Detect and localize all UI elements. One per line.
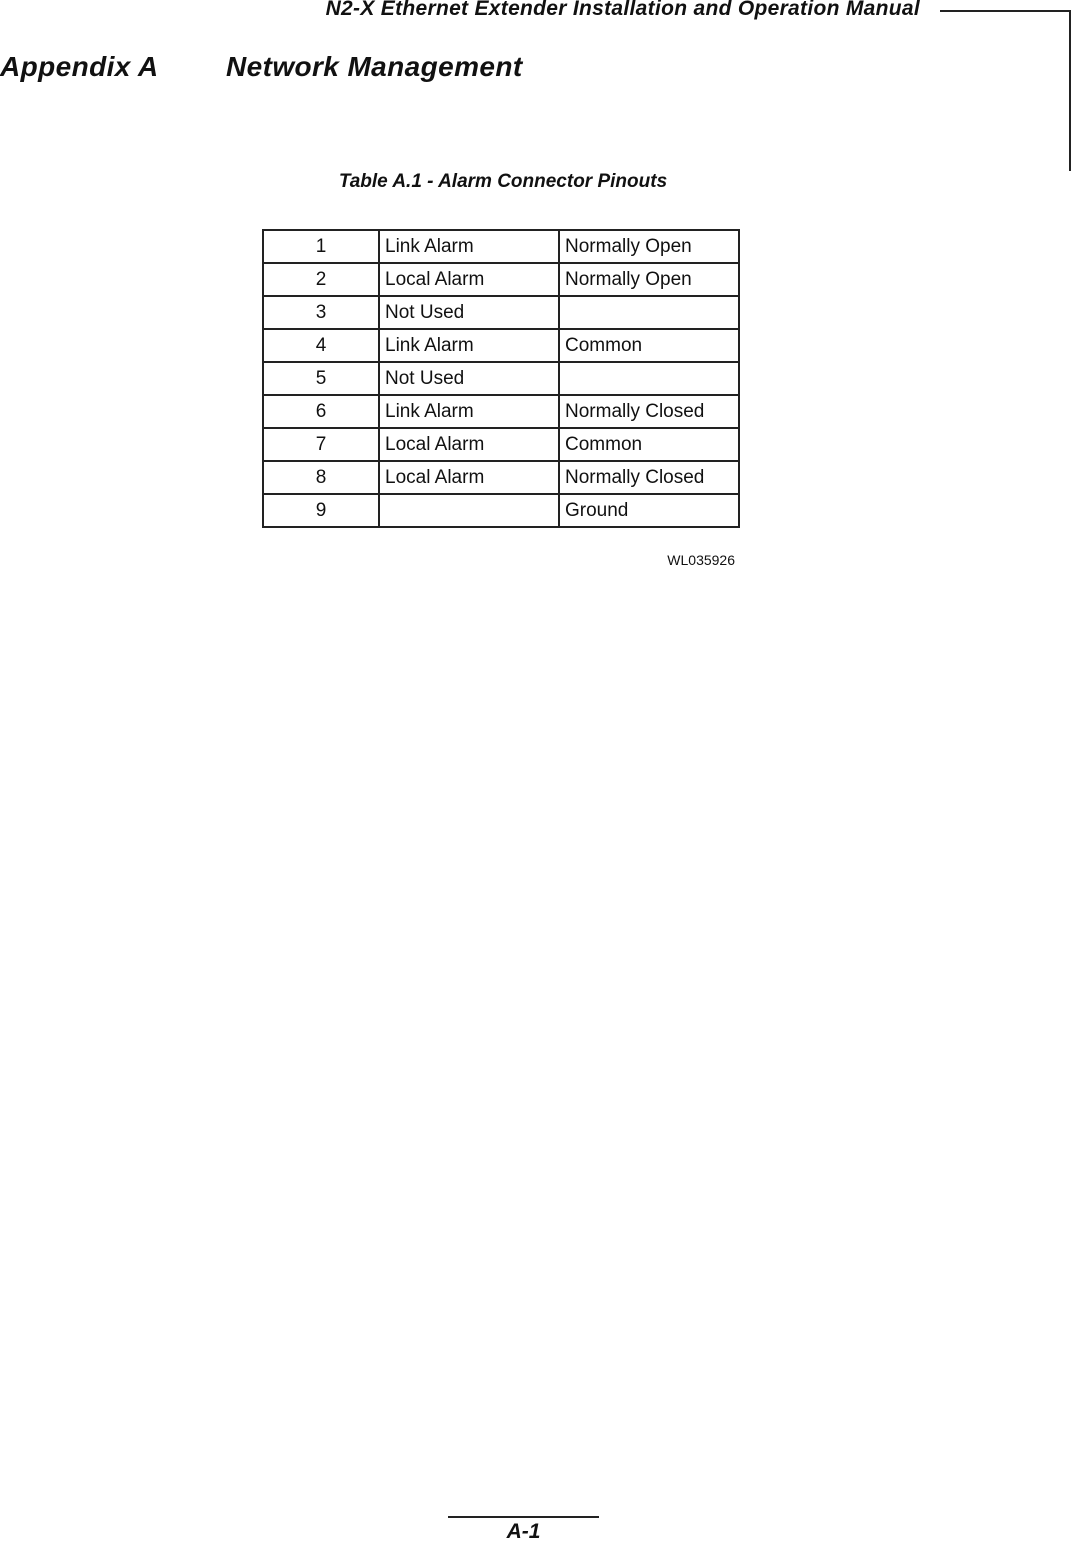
figure-id: WL035926 bbox=[667, 552, 735, 568]
table-row bbox=[263, 395, 739, 428]
signal-cell: Local Alarm bbox=[379, 428, 559, 461]
contact-state-cell bbox=[559, 362, 739, 395]
appendix-title: Network Management bbox=[226, 51, 523, 82]
signal-cell bbox=[379, 494, 559, 527]
appendix-number: Appendix A bbox=[0, 51, 159, 82]
pin-number-cell: 2 bbox=[263, 263, 379, 296]
signal-cell: Local Alarm bbox=[379, 263, 559, 296]
table-row bbox=[263, 461, 739, 494]
contact-state-cell: Common bbox=[559, 428, 739, 461]
pin-number-cell: 8 bbox=[263, 461, 379, 494]
appendix-heading bbox=[0, 51, 523, 83]
pin-number-cell: 4 bbox=[263, 329, 379, 362]
header-rule bbox=[940, 10, 1070, 12]
contact-state-cell: Normally Closed bbox=[559, 395, 739, 428]
table-row bbox=[263, 230, 739, 263]
contact-state-cell: Normally Open bbox=[559, 263, 739, 296]
contact-state-cell: Ground bbox=[559, 494, 739, 527]
contact-state-cell: Normally Closed bbox=[559, 461, 739, 494]
page-number: A-1 bbox=[506, 1520, 541, 1543]
table-row bbox=[263, 362, 739, 395]
pin-number-cell: 9 bbox=[263, 494, 379, 527]
signal-cell: Link Alarm bbox=[379, 395, 559, 428]
pin-number-cell: 7 bbox=[263, 428, 379, 461]
alarm-pinout-table bbox=[262, 229, 740, 528]
table-row bbox=[263, 296, 739, 329]
signal-cell: Link Alarm bbox=[379, 329, 559, 362]
contact-state-cell: Common bbox=[559, 329, 739, 362]
pin-number-cell: 5 bbox=[263, 362, 379, 395]
pin-number-cell: 6 bbox=[263, 395, 379, 428]
signal-cell: Not Used bbox=[379, 362, 559, 395]
table-row bbox=[263, 263, 739, 296]
pin-number-cell: 3 bbox=[263, 296, 379, 329]
contact-state-cell bbox=[559, 296, 739, 329]
table-row bbox=[263, 329, 739, 362]
table-caption: Table A.1 - Alarm Connector Pinouts bbox=[338, 171, 668, 192]
footer-rule bbox=[448, 1516, 599, 1518]
pin-number-cell: 1 bbox=[263, 230, 379, 263]
signal-cell: Not Used bbox=[379, 296, 559, 329]
running-header: N2-X Ethernet Extender Installation and Operation Manual bbox=[325, 0, 920, 20]
table-row bbox=[263, 428, 739, 461]
table-row bbox=[263, 494, 739, 527]
signal-cell: Link Alarm bbox=[379, 230, 559, 263]
contact-state-cell: Normally Open bbox=[559, 230, 739, 263]
signal-cell: Local Alarm bbox=[379, 461, 559, 494]
header-margin-rule bbox=[1069, 10, 1071, 171]
